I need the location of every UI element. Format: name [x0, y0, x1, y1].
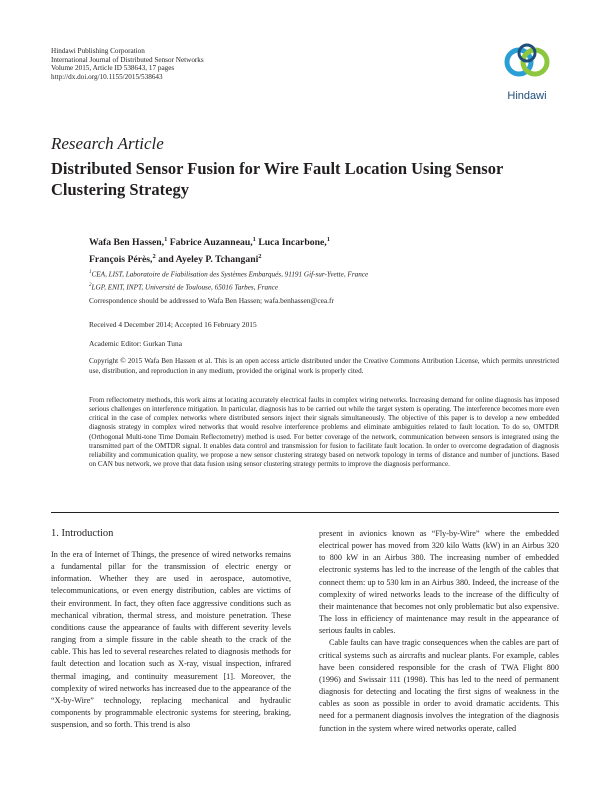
author-affiliation-mark: 1 [164, 236, 168, 243]
affiliation [89, 267, 559, 280]
divider [51, 512, 559, 513]
affiliation-mark: 1 [89, 270, 92, 275]
copyright-notice: Copyright © 2015 Wafa Ben Hassen et al. This is an open access article distributed under the Creative Commons Attribution License, which permits unrestricted use, distribution, and reproduction in any medium, provided the original work is properly cited. [89, 357, 559, 375]
author-affiliation-mark: 2 [258, 253, 262, 261]
section-heading: 1. Introduction [51, 528, 114, 539]
author-name[interactable]: Luca Incarbone, [258, 237, 327, 249]
correspondence: Correspondence should be addressed to Wafa Ben Hassen; wafa.benhassen@cea.fr [89, 296, 334, 305]
journal-name: International Journal of Distributed Sensor Networks [51, 55, 204, 64]
article-type: Research Article [51, 134, 164, 153]
doi-link[interactable]: http://dx.doi.org/10.1155/2015/538643 [51, 72, 163, 81]
author-name[interactable]: François Pérès, [89, 254, 153, 266]
paragraph: In the era of Internet of Things, the presence of wired networks remains a fundamental pillar for the transmission of electric energy or information. Whether they are used in aerospace, automotive, telecommunications, or even energy distribution, cables are victims of their environment. In fact, they often face aggressive conditions such as mechanical vibration, thermal stress, and moisture penetration. These conditions cause the appearance of faults with different severity levels ranging from a simple fissure in the cable sheath to the crack of the cable. This has led to several researches related to diagnosis methods for fault detection and location such as X-ray, visual inspection, infrared thermal imaging, and continuity measurement [1]. Moreover, the complexity of wired networks has increased due to the appearance of the “X-by-Wire” technology, replacing mechanical and hydraulic components by programmable electronic systems for steering, braking, suspension, and so forth. This trend is also [51, 550, 291, 730]
author-name[interactable]: and Ayeley P. Tchangani [158, 254, 259, 266]
journal-header [51, 47, 204, 81]
author-line-1 [89, 233, 539, 250]
publisher-name: Hindawi Publishing Corporation [51, 47, 145, 55]
abstract: From reflectometry methods, this work aims at locating accurately electrical faults in complex wiring networks. Increasing demand for online diagnosis has imposed serious challenges on interference mitigation. In particular, diagnosis has to be carried out while the target system is operating. The interference becomes more even critical in the case of complex networks where distributed sensors inject their signals simultaneously. The objective of this paper is to develop a new embedded diagnosis strategy in complex wired networks that would resolve interference problems and eliminate ambiguities related to fault location. To do so, OMTDR (Orthogonal Multi-tone Time Domain Reflectometry) method is used. For better coverage of the network, communication between sensors is integrated using the transmitted part of the OMTDR signal. It enables data control and transmission for fusion to facilitate fault location. In order to overcome degradation of diagnosis reliability and communication quality, we propose a new sensor clustering strategy based on network topology in terms of distance and number of junctions. Based on CAN bus network, we prove that data fusion using sensor clustering strategy permits to improve the diagnosis performance. [89, 396, 559, 469]
academic-editor: Academic Editor: Gurkan Tuna [89, 339, 182, 348]
paragraph: Cable faults can have tragic consequences when the cables are part of critical systems such as aircrafts and nuclear plants. For example, cables have been considered responsible for the crash of TWA Flight 800 (1996) and Swissair 111 (1998). This has led to the need of permanent diagnosis for detecting and locating the first signs of weakness in the cables as soon as possible in order to avoid dramatic accidents. This need for a permanent diagnosis involves the integration of the diagnosis function in the system where wired networks operate, called [319, 638, 559, 733]
author-line-2 [89, 250, 539, 267]
hindawi-logo-icon [497, 42, 557, 88]
received-dates: Received 4 December 2014; Accepted 16 February 2015 [89, 320, 257, 329]
hindawi-logo [497, 42, 557, 104]
affiliation-text: CEA, LIST, Laboratoire de Fiabilisation des Systèmes Embarqués, 91191 Gif-sur-Yvette, France [91, 270, 369, 279]
affiliation-mark: 2 [89, 283, 92, 289]
body-column-right [319, 528, 559, 735]
author-name[interactable]: Wafa Ben Hassen, [89, 237, 165, 249]
author-affiliation-mark: 1 [252, 236, 256, 243]
author-affiliation-mark: 1 [326, 236, 330, 243]
body-column-left [51, 549, 291, 731]
affiliations [89, 267, 559, 294]
author-name[interactable]: Fabrice Auzanneau, [169, 237, 253, 249]
author-affiliation-mark: 2 [152, 253, 156, 261]
volume-info: Volume 2015, Article ID 538643, 17 pages [51, 64, 175, 73]
paragraph: present in avionics known as “Fly-by-Wire” where the embedded electrical power has moved from 320 kilo Watts (kW) in an Airbus 320 to 800 kW in an Airbus 380. The increasing number of embedded electronic systems has led to the increase of the length of the cables that connect them: up to 530 km in an Airbus 380. Indeed, the increase of the complexity of wired networks leads to the increase of the difficulty of their maintenance that becomes not only problematic but also expensive. The loss in efficiency of maintenance may result in the appearance of serious faults in cables. [319, 529, 559, 636]
author-list [89, 233, 539, 267]
logo-text: Hindawi [507, 90, 547, 102]
article-title: Distributed Sensor Fusion for Wire Fault Location Using Sensor Clustering Strategy [51, 159, 503, 199]
affiliation-text: LGP, ENIT, INPT, Université de Toulouse, 65016 Tarbes, France [91, 283, 279, 292]
affiliation [89, 280, 559, 293]
